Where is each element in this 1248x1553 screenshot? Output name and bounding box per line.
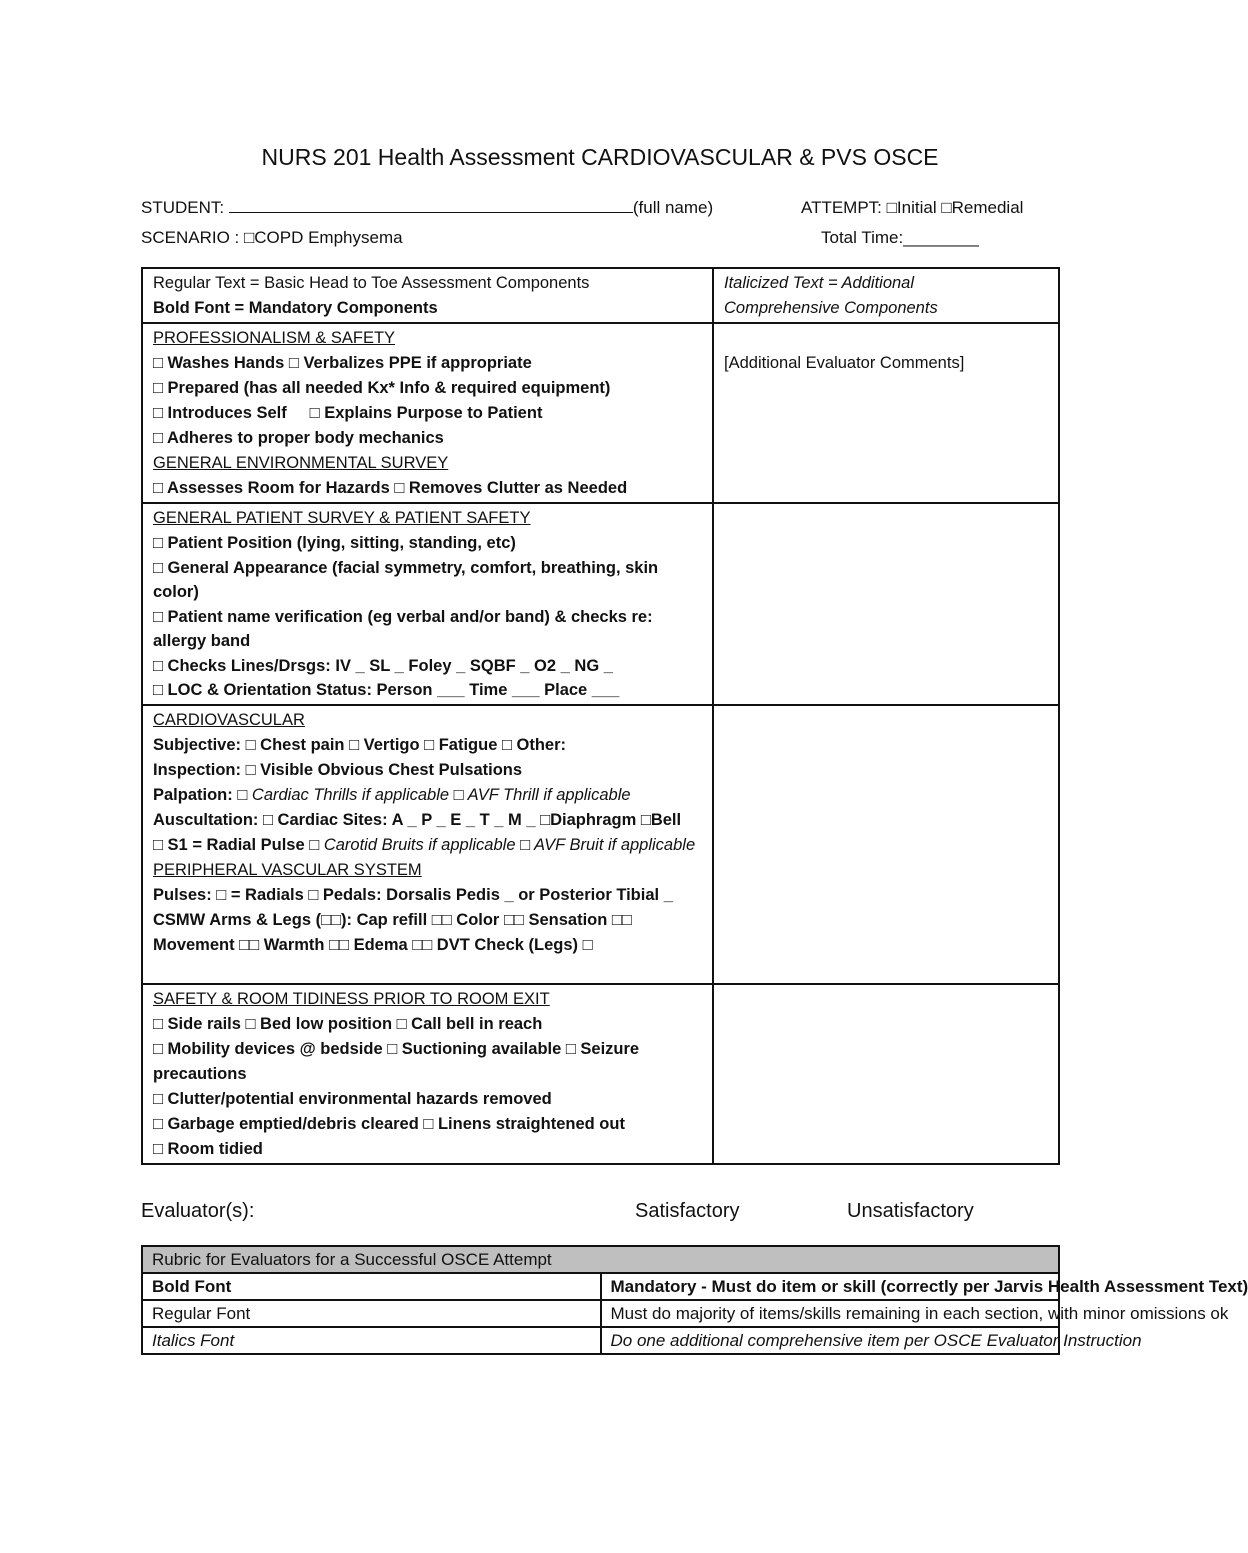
csmw-item[interactable]: CSMW Arms & Legs (□□): Cap refill □□ Color □□ Sensation □□ — [153, 910, 632, 929]
professionalism-heading: PROFESSIONALISM & SAFETY — [153, 329, 396, 347]
rubric-text-bold: Mandatory - Must do item or skill (correctly per Jarvis Health Assessment Text) — [601, 1273, 1060, 1300]
subjective-item[interactable]: Subjective: □ Chest pain □ Vertigo □ Fatigue □ Other: — [153, 735, 567, 754]
attempt-label: ATTEMPT: — [801, 198, 882, 217]
safety-exit-heading: SAFETY & ROOM TIDINESS PRIOR TO ROOM EXIT — [153, 989, 550, 1008]
safety-exit-row — [142, 984, 1059, 1164]
evaluators-label: Evaluator(s): — [141, 1200, 255, 1222]
rubric-label-regular: Regular Font — [142, 1300, 601, 1327]
general-appearance-item[interactable]: □ General Appearance (facial symmetry, comfort, breathing, skin color) — [153, 558, 659, 601]
mobility-devices-item[interactable]: □ Mobility devices @ bedside □ Suctioning available □ Seizure precautions — [153, 1039, 640, 1083]
patient-survey-comments[interactable] — [713, 503, 1059, 705]
legend-cell — [142, 268, 713, 323]
patient-position-item[interactable]: □ Patient Position (lying, sitting, standing, etc) — [153, 534, 516, 552]
assessment-table — [141, 267, 1060, 1165]
patient-survey-row — [142, 503, 1059, 705]
legend-regular: Regular Text = Basic Head to Toe Assessment Components — [153, 274, 590, 292]
pvs-heading: PERIPHERAL VASCULAR SYSTEM — [153, 860, 422, 879]
scenario-line — [141, 228, 403, 248]
palpation-options[interactable]: □ Cardiac Thrills if applicable □ AVF Thrill if applicable — [237, 785, 631, 804]
palpation-item — [153, 783, 703, 808]
env-item-hazards[interactable]: □ Assesses Room for Hazards □ Removes Clutter as Needed — [153, 479, 628, 497]
garbage-item[interactable]: □ Garbage emptied/debris cleared □ Linens straightened out — [153, 1114, 625, 1133]
movement-item[interactable]: Movement □□ Warmth □□ Edema □□ DVT Check (Legs) □ — [153, 935, 593, 954]
bruits-options[interactable]: □ Carotid Bruits if applicable □ AVF Bruit if applicable — [309, 835, 696, 854]
cardiovascular-heading: CARDIOVASCULAR — [153, 710, 305, 729]
student-name-field[interactable] — [229, 198, 633, 213]
document-title: NURS 201 Health Assessment CARDIOVASCULAR & PVS OSCE — [261, 144, 939, 170]
cardiovascular-cell — [142, 705, 713, 984]
side-rails-item[interactable]: □ Side rails □ Bed low position □ Call bell in reach — [153, 1014, 543, 1033]
patient-survey-cell — [142, 503, 713, 705]
rubric-text-italics: Do one additional comprehensive item per OSCE Evaluator Instruction — [601, 1327, 1060, 1354]
unsatisfactory-option[interactable]: Unsatisfactory — [847, 1200, 974, 1222]
rubric-label-bold: Bold Font — [142, 1273, 601, 1300]
total-time-label: Total Time: — [821, 228, 904, 247]
satisfactory-option[interactable]: Satisfactory — [635, 1200, 740, 1222]
rubric-header-row — [142, 1246, 1059, 1273]
inspection-item[interactable]: Inspection: □ Visible Obvious Chest Pulsations — [153, 760, 523, 779]
evaluator-comments[interactable]: [Additional Evaluator Comments] — [724, 354, 965, 372]
prof-item-hands-ppe[interactable]: □ Washes Hands □ Verbalizes PPE if appropriate — [153, 354, 532, 372]
clutter-item[interactable]: □ Clutter/potential environmental hazards removed — [153, 1089, 552, 1108]
rubric-row-bold — [142, 1273, 1059, 1300]
professionalism-row — [142, 323, 1059, 503]
legend-italic-1: Italicized Text = Additional — [724, 274, 915, 292]
pulses-item[interactable]: Pulses: □ = Radials □ Pedals: Dorsalis Pedis _ or Posterior Tibial _ — [153, 885, 673, 904]
lines-drsgs-item[interactable]: □ Checks Lines/Drsgs: IV _ SL _ Foley _ SQBF _ O2 _ NG _ — [153, 656, 613, 675]
environmental-heading: GENERAL ENVIRONMENTAL SURVEY — [153, 454, 449, 472]
attempt-remedial-checkbox[interactable]: □Remedial — [941, 198, 1024, 217]
s1-item — [153, 833, 703, 858]
scenario-checkbox[interactable]: □COPD Emphysema — [243, 228, 403, 247]
room-tidied-item[interactable]: □ Room tidied — [153, 1139, 263, 1158]
legend-row — [142, 268, 1059, 323]
legend-bold: Bold Font = Mandatory Components — [153, 299, 438, 317]
rubric-row-regular — [142, 1300, 1059, 1327]
loc-orientation-item[interactable]: □ LOC & Orientation Status: Person ___ Time ___ Place ___ — [153, 681, 620, 699]
attempt-initial-checkbox[interactable]: □Initial — [886, 198, 937, 217]
student-line — [141, 198, 713, 218]
rubric-table — [141, 1245, 1248, 1355]
safety-exit-cell — [142, 984, 713, 1164]
rubric-heading: Rubric for Evaluators for a Successful OSCE Attempt — [142, 1246, 1059, 1273]
prof-item-introduces-self[interactable]: □ Introduces Self — [153, 404, 287, 422]
attempt-line — [801, 198, 1023, 218]
rubric-text-regular: Must do majority of items/skills remaining in each section, with minor omissions ok — [601, 1300, 1060, 1327]
safety-exit-comments[interactable] — [713, 984, 1059, 1164]
total-time-field[interactable]: ________ — [903, 228, 979, 247]
comments-cell — [713, 323, 1059, 503]
prof-item-prepared[interactable]: □ Prepared (has all needed Kx* Info & required equipment) — [153, 379, 611, 397]
rubric-row-italics — [142, 1327, 1059, 1354]
palpation-label: Palpation: — [153, 785, 233, 804]
prof-item-body-mechanics[interactable]: □ Adheres to proper body mechanics — [153, 429, 444, 447]
s1-radial-pulse[interactable]: □ S1 = Radial Pulse — [153, 835, 305, 854]
student-label: STUDENT: — [141, 198, 225, 217]
professionalism-cell — [142, 323, 713, 503]
auscultation-item[interactable]: Auscultation: □ Cardiac Sites: A _ P _ E _ T _ M _ □Diaphragm □Bell — [153, 810, 682, 829]
prof-item-explains-purpose[interactable]: □ Explains Purpose to Patient — [309, 404, 543, 422]
prof-item-introduces — [153, 401, 703, 426]
student-hint: (full name) — [632, 198, 714, 217]
legend-italic-2: Comprehensive Components — [724, 299, 938, 317]
legend-italic-cell — [713, 268, 1059, 323]
cardiovascular-comments[interactable] — [713, 705, 1059, 984]
total-time-line — [821, 228, 979, 248]
name-verification-item[interactable]: □ Patient name verification (eg verbal and/or band) & checks re: allergy band — [153, 607, 653, 650]
patient-survey-heading: GENERAL PATIENT SURVEY & PATIENT SAFETY — [153, 509, 531, 527]
cardiovascular-row — [142, 705, 1059, 984]
scenario-label: SCENARIO : — [141, 228, 240, 247]
rubric-label-italics: Italics Font — [142, 1327, 601, 1354]
